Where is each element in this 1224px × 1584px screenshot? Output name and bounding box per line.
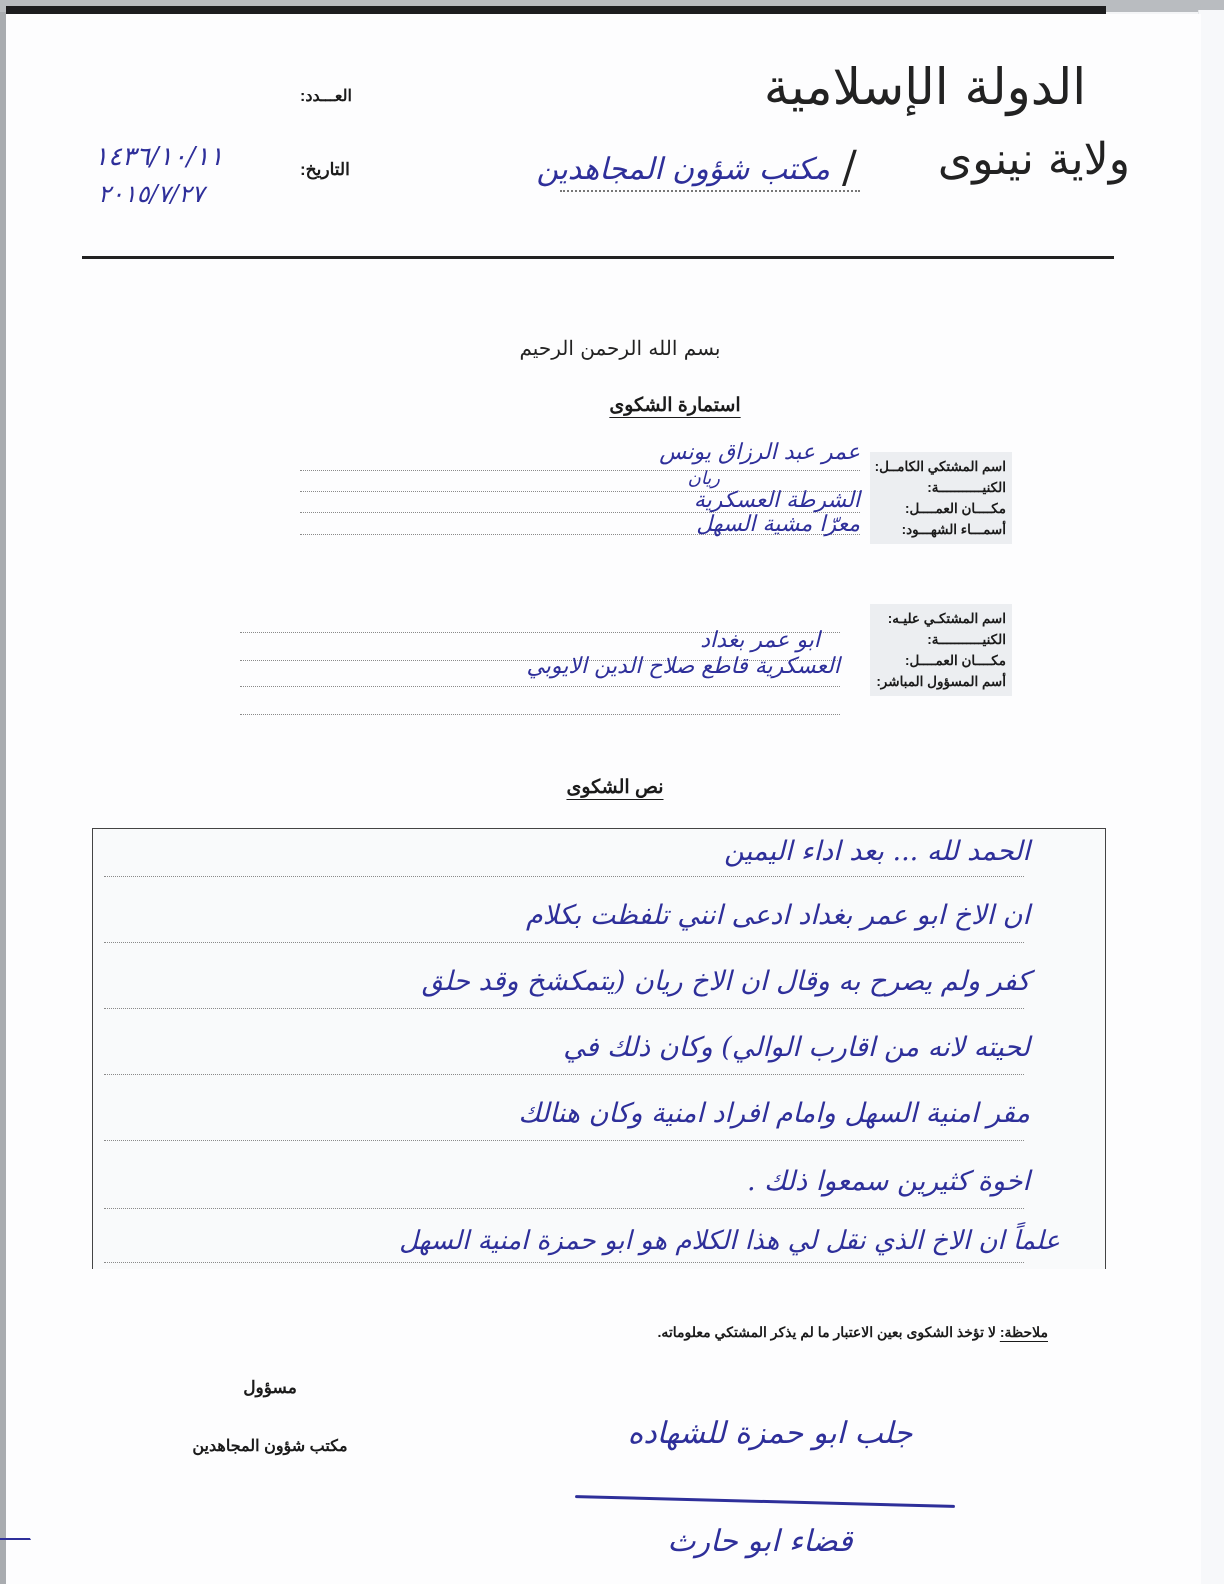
complaint-rule-5: [104, 1140, 1024, 1141]
responsible-title: مسؤول: [243, 1378, 297, 1397]
date-gregorian: ٢٠١٥/٧/٢٧: [98, 180, 205, 208]
label-complainant-kunya: الكنيـــــــــــة:: [927, 480, 1006, 495]
date-hijri: ١٤٣٦/١٠/١١: [94, 142, 224, 172]
basmala: بسم الله الرحمن الرحيم: [519, 336, 721, 360]
scan-border-top: [0, 0, 1224, 12]
value-complainant-kunya: ريان: [687, 468, 720, 489]
complaint-rule-2: [104, 942, 1024, 943]
label-respondent-kunya: الكنيـــــــــــة:: [927, 632, 1006, 647]
label-respondent-name: اسم المشتكـي عليـه:: [887, 611, 1006, 626]
form-note: [400, 1324, 1048, 1341]
respondent-labels: [870, 604, 1012, 696]
value-complainant-workplace: الشرطة العسكرية: [693, 488, 860, 513]
complaint-line-2: ان الاخ ابو عمر بغداد ادعى انني تلفظت بكلام: [526, 900, 1030, 931]
label-respondent-workplace: مكــــان العمــــل:: [904, 653, 1006, 668]
scan-border-top-dark: [6, 6, 1106, 14]
page-edge-right: [1198, 10, 1224, 1584]
value-respondent-workplace: العسكرية قاطع صلاح الدين الايوبي: [526, 654, 840, 679]
complaint-rule-4: [104, 1074, 1024, 1075]
complaint-line-7: علماً ان الاخ الذي نقل لي هذا الكلام هو ابو حمزة امنية السهل: [399, 1226, 1060, 1256]
form-title: استمارة الشكوى: [609, 395, 741, 416]
complaint-rule-1: [104, 876, 1024, 877]
value-respondent-kunya: ابو عمر بغداد: [700, 628, 820, 653]
handwritten-signature: قضاء ابو حارث: [667, 1524, 853, 1559]
value-complainant-witnesses: معرّا مشية السهل: [696, 512, 860, 537]
complaint-section-title: نص الشكوى: [566, 777, 664, 798]
state-title: الدولة الإسلامية: [763, 58, 1087, 116]
complaint-rule-7: [104, 1262, 1024, 1263]
complaint-line-4: لحيته لانه من اقارب الوالي) وكان ذلك في: [563, 1032, 1030, 1063]
date-label: التاريخ:: [300, 160, 350, 179]
header-separator: /: [842, 142, 857, 193]
complaint-rule-3: [104, 1008, 1024, 1009]
office-handwritten: مكتب شؤون المجاهدين: [536, 152, 830, 187]
complainant-labels: [870, 452, 1012, 544]
header-divider: [82, 256, 1114, 259]
label-complainant-workplace: مكــــان العمــــل:: [904, 501, 1006, 516]
field-line-respondent-workplace: [240, 686, 840, 687]
note-text: لا تؤخذ الشكوى بعين الاعتبار ما لم يذكر المشتكي معلوماته.: [657, 1324, 1000, 1340]
label-complainant-name: اسم المشتكي الكامــل:: [874, 459, 1006, 474]
number-label: العـــدد:: [300, 88, 352, 105]
responsible-office: مكتب شؤون المجاهدين: [192, 1438, 348, 1455]
complaint-line-5: مقر امنية السهل وامام افراد امنية وكان هنالك: [518, 1098, 1030, 1129]
complaint-line-3: كفر ولم يصرح به وقال ان الاخ ريان (يتمكشخ وقد حلق: [421, 966, 1030, 997]
field-line-respondent-supervisor: [240, 714, 840, 715]
complaint-line-6: اخوة كثيرين سمعوا ذلك .: [746, 1166, 1030, 1197]
office-dotted-line: [560, 190, 860, 192]
handwritten-instruction: جلب ابو حمزة للشهاده: [627, 1416, 913, 1451]
complaint-line-1: الحمد لله ... بعد اداء اليمين: [724, 836, 1030, 867]
document-page: [6, 14, 1201, 1584]
label-respondent-supervisor: أسم المسؤول المباشر:: [876, 674, 1006, 689]
value-complainant-name: عمر عبد الرزاق يونس: [659, 440, 860, 465]
note-key: ملاحظة:: [999, 1324, 1048, 1340]
complaint-rule-6: [104, 1208, 1024, 1209]
province-name: ولاية نينوى: [937, 134, 1130, 185]
label-complainant-witnesses: أسمـــاء الشهـــود:: [901, 522, 1006, 537]
